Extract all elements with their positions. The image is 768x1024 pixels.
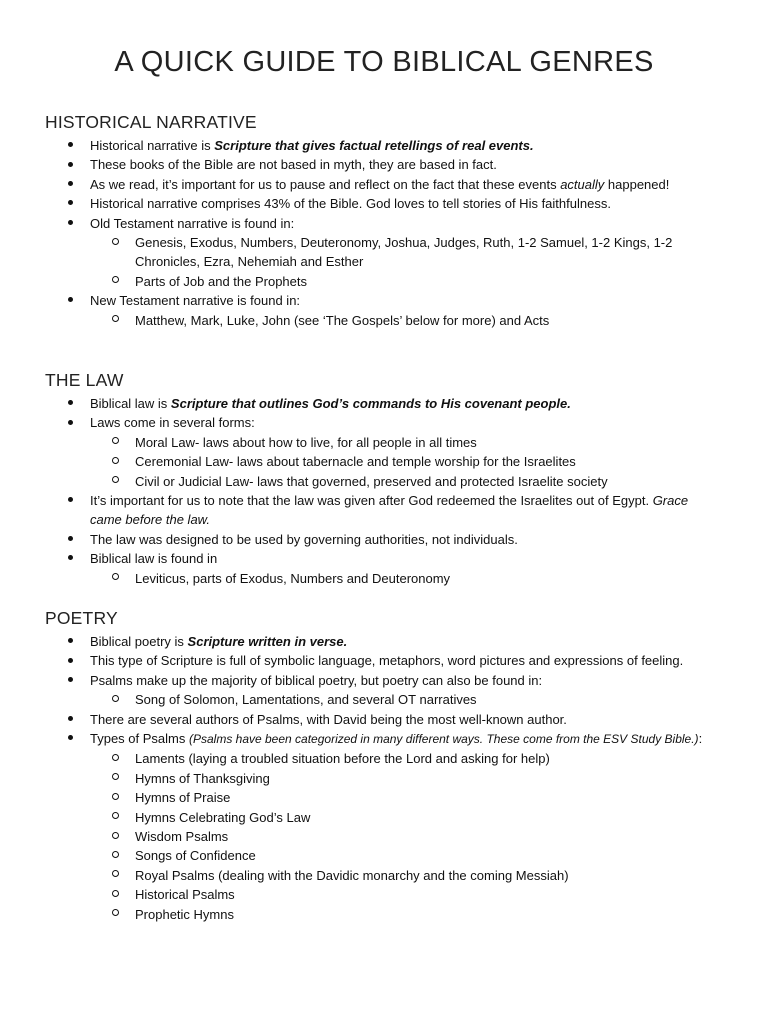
- psalm-type-item: Songs of Confidence: [0, 846, 768, 865]
- bullet-icon: [68, 671, 73, 690]
- bullet-icon: [68, 710, 73, 729]
- list-item: It’s important for us to note that the law was given after God redeemed the Israelites out of Egypt. Grace came before the law.: [0, 491, 768, 530]
- psalm-type-item: Historical Psalms: [0, 885, 768, 904]
- sub-list-item: Parts of Job and the Prophets: [0, 272, 768, 291]
- section-heading-poetry: POETRY: [45, 608, 118, 628]
- bullet-icon: [68, 394, 73, 413]
- list-item: Historical narrative comprises 43% of the Bible. God loves to tell stories of His faithfulness.: [0, 194, 768, 213]
- bullet-icon: [68, 729, 73, 748]
- bullet-icon: [68, 651, 73, 670]
- list-item: Biblical law is found in: [0, 549, 768, 568]
- list-item: Old Testament narrative is found in:: [0, 214, 768, 233]
- circle-bullet-icon: [112, 233, 119, 252]
- circle-bullet-icon: [112, 272, 119, 291]
- psalm-type-item: Wisdom Psalms: [0, 827, 768, 846]
- bullet-icon: [68, 214, 73, 233]
- list-item: The law was designed to be used by governing authorities, not individuals.: [0, 530, 768, 549]
- sub-list-item: Genesis, Exodus, Numbers, Deuteronomy, Joshua, Judges, Ruth, 1-2 Samuel, 1-2 Kings, 1-2 Chronicles, Ezra, Nehemiah and Esther: [0, 233, 768, 272]
- list-item: New Testament narrative is found in:: [0, 291, 768, 310]
- psalm-type-item: Hymns of Thanksgiving: [0, 769, 768, 788]
- sub-list-item: Ceremonial Law- laws about tabernacle and temple worship for the Israelites: [0, 452, 768, 471]
- bullet-icon: [68, 155, 73, 174]
- list-item: As we read, it’s important for us to pause and reflect on the fact that these events actually happened!: [0, 175, 768, 194]
- psalm-type-item: Royal Psalms (dealing with the Davidic monarchy and the coming Messiah): [0, 866, 768, 885]
- circle-bullet-icon: [112, 788, 119, 807]
- psalm-type-item: Prophetic Hymns: [0, 905, 768, 924]
- sub-list-item: Song of Solomon, Lamentations, and several OT narratives: [0, 690, 768, 709]
- bullet-icon: [68, 291, 73, 310]
- bullet-icon: [68, 175, 73, 194]
- list-item: Biblical law is Scripture that outlines God’s commands to His covenant people.: [0, 394, 768, 413]
- bullet-icon: [68, 632, 73, 651]
- psalm-type-item: Laments (laying a troubled situation before the Lord and asking for help): [0, 749, 768, 768]
- circle-bullet-icon: [112, 452, 119, 471]
- sub-list-item: Matthew, Mark, Luke, John (see ‘The Gospels’ below for more) and Acts: [0, 311, 768, 330]
- poetry-list: [0, 632, 768, 924]
- psalm-type-item: Hymns of Praise: [0, 788, 768, 807]
- list-item: Historical narrative is Scripture that gives factual retellings of real events.: [0, 136, 768, 155]
- list-item: Types of Psalms (Psalms have been categorized in many different ways. These come from the ESV Study Bible.):: [0, 729, 768, 749]
- section-heading-historical-narrative: HISTORICAL NARRATIVE: [45, 112, 257, 132]
- list-item: Laws come in several forms:: [0, 413, 768, 432]
- the-law-list: [0, 394, 768, 588]
- circle-bullet-icon: [112, 769, 119, 788]
- bullet-icon: [68, 136, 73, 155]
- historical-narrative-list: [0, 136, 768, 330]
- bullet-icon: [68, 491, 73, 510]
- circle-bullet-icon: [112, 885, 119, 904]
- circle-bullet-icon: [112, 690, 119, 709]
- circle-bullet-icon: [112, 866, 119, 885]
- list-item: Biblical poetry is Scripture written in verse.: [0, 632, 768, 651]
- list-item: These books of the Bible are not based in myth, they are based in fact.: [0, 155, 768, 174]
- list-item: This type of Scripture is full of symbolic language, metaphors, word pictures and expressions of feeling.: [0, 651, 768, 670]
- circle-bullet-icon: [112, 472, 119, 491]
- bullet-icon: [68, 530, 73, 549]
- sub-list-item: Leviticus, parts of Exodus, Numbers and Deuteronomy: [0, 569, 768, 588]
- page-title: A QUICK GUIDE TO BIBLICAL GENRES: [114, 46, 654, 78]
- circle-bullet-icon: [112, 905, 119, 924]
- bullet-icon: [68, 549, 73, 568]
- circle-bullet-icon: [112, 433, 119, 452]
- section-heading-the-law: THE LAW: [45, 370, 124, 390]
- circle-bullet-icon: [112, 311, 119, 330]
- list-item: There are several authors of Psalms, with David being the most well-known author.: [0, 710, 768, 729]
- circle-bullet-icon: [112, 569, 119, 588]
- circle-bullet-icon: [112, 749, 119, 768]
- sub-list-item: Moral Law- laws about how to live, for all people in all times: [0, 433, 768, 452]
- bullet-icon: [68, 413, 73, 432]
- list-item: Psalms make up the majority of biblical poetry, but poetry can also be found in:: [0, 671, 768, 690]
- bullet-icon: [68, 194, 73, 213]
- circle-bullet-icon: [112, 827, 119, 846]
- sub-list-item: Civil or Judicial Law- laws that governed, preserved and protected Israelite society: [0, 472, 768, 491]
- circle-bullet-icon: [112, 846, 119, 865]
- psalm-type-item: Hymns Celebrating God’s Law: [0, 808, 768, 827]
- circle-bullet-icon: [112, 808, 119, 827]
